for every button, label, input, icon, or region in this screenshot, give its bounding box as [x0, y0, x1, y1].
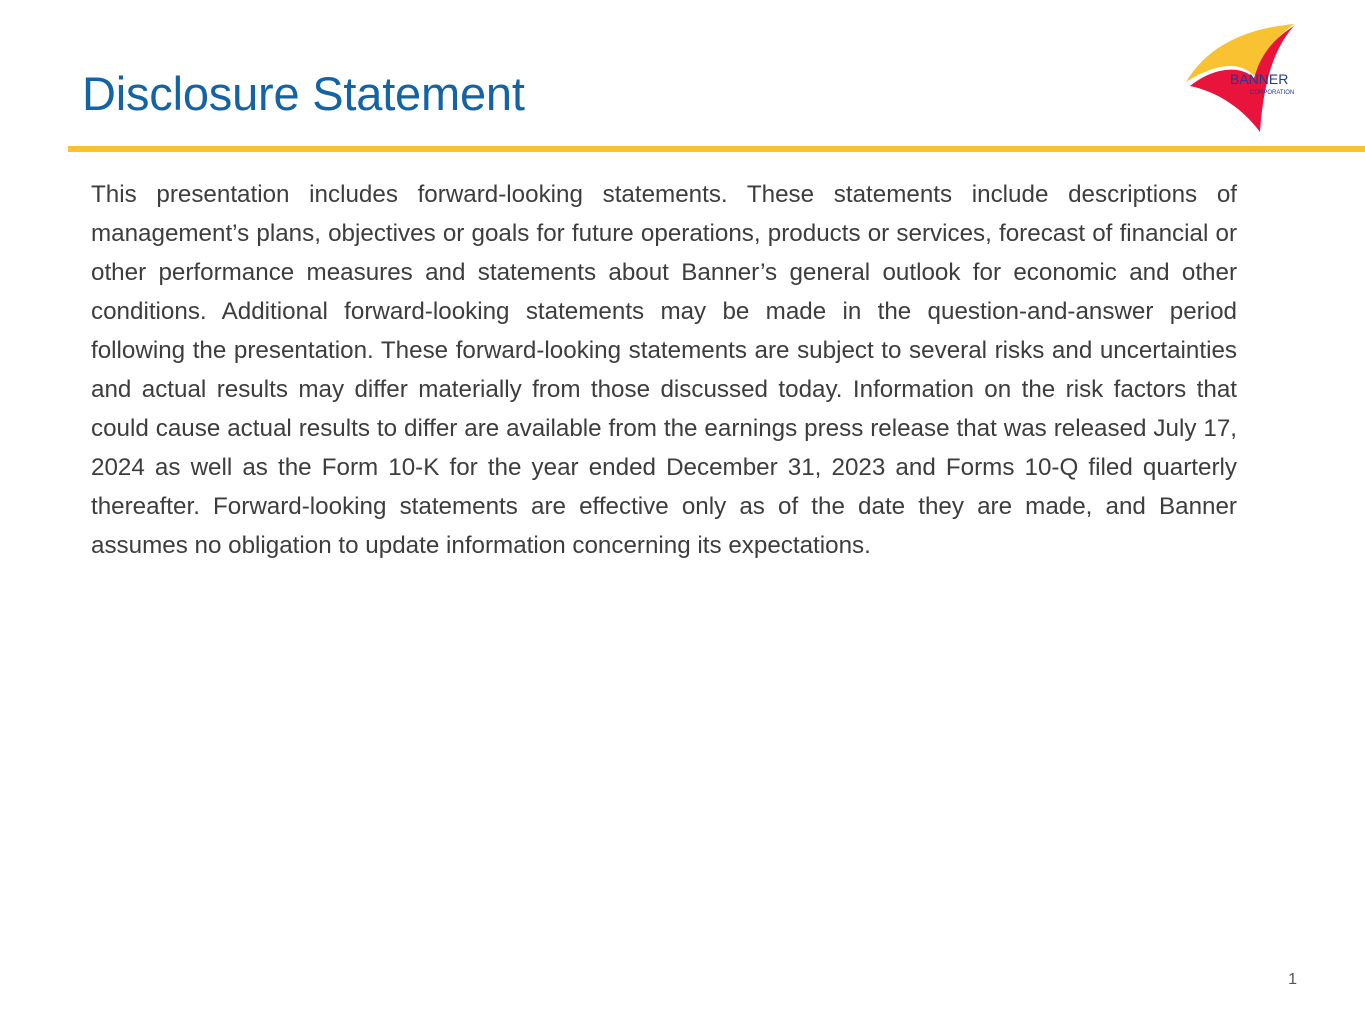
banner-corporation-logo — [1180, 20, 1320, 136]
disclosure-body-text: This presentation includes forward-looking statements. These statements include descriptions of management’s plans, objectives or goals for future operations, products or services, forecast of financial or other performance measures and statements about Banner’s general outlook for economic and other conditions. Additional forward-looking statements may be made in the question-and-answer period following the presentation. These forward-looking statements are subject to several risks and uncertainties and actual results may differ materially from those discussed today. Information on the risk factors that could cause actual results to differ are available from the earnings press release that was released July 17, 2024 as well as the Form 10-K for the year ended December 31, 2023 and Forms 10-Q filed quarterly thereafter. Forward-looking statements are effective only as of the date they are made, and Banner assumes no obligation to update information concerning its expectations. — [91, 181, 1237, 559]
logo-name: BANNER — [1230, 71, 1289, 87]
title-divider — [68, 146, 1365, 152]
slide-title: Disclosure Statement — [82, 67, 525, 120]
logo-subtitle: CORPORATION — [1250, 90, 1295, 96]
page-number: 1 — [1288, 971, 1297, 988]
